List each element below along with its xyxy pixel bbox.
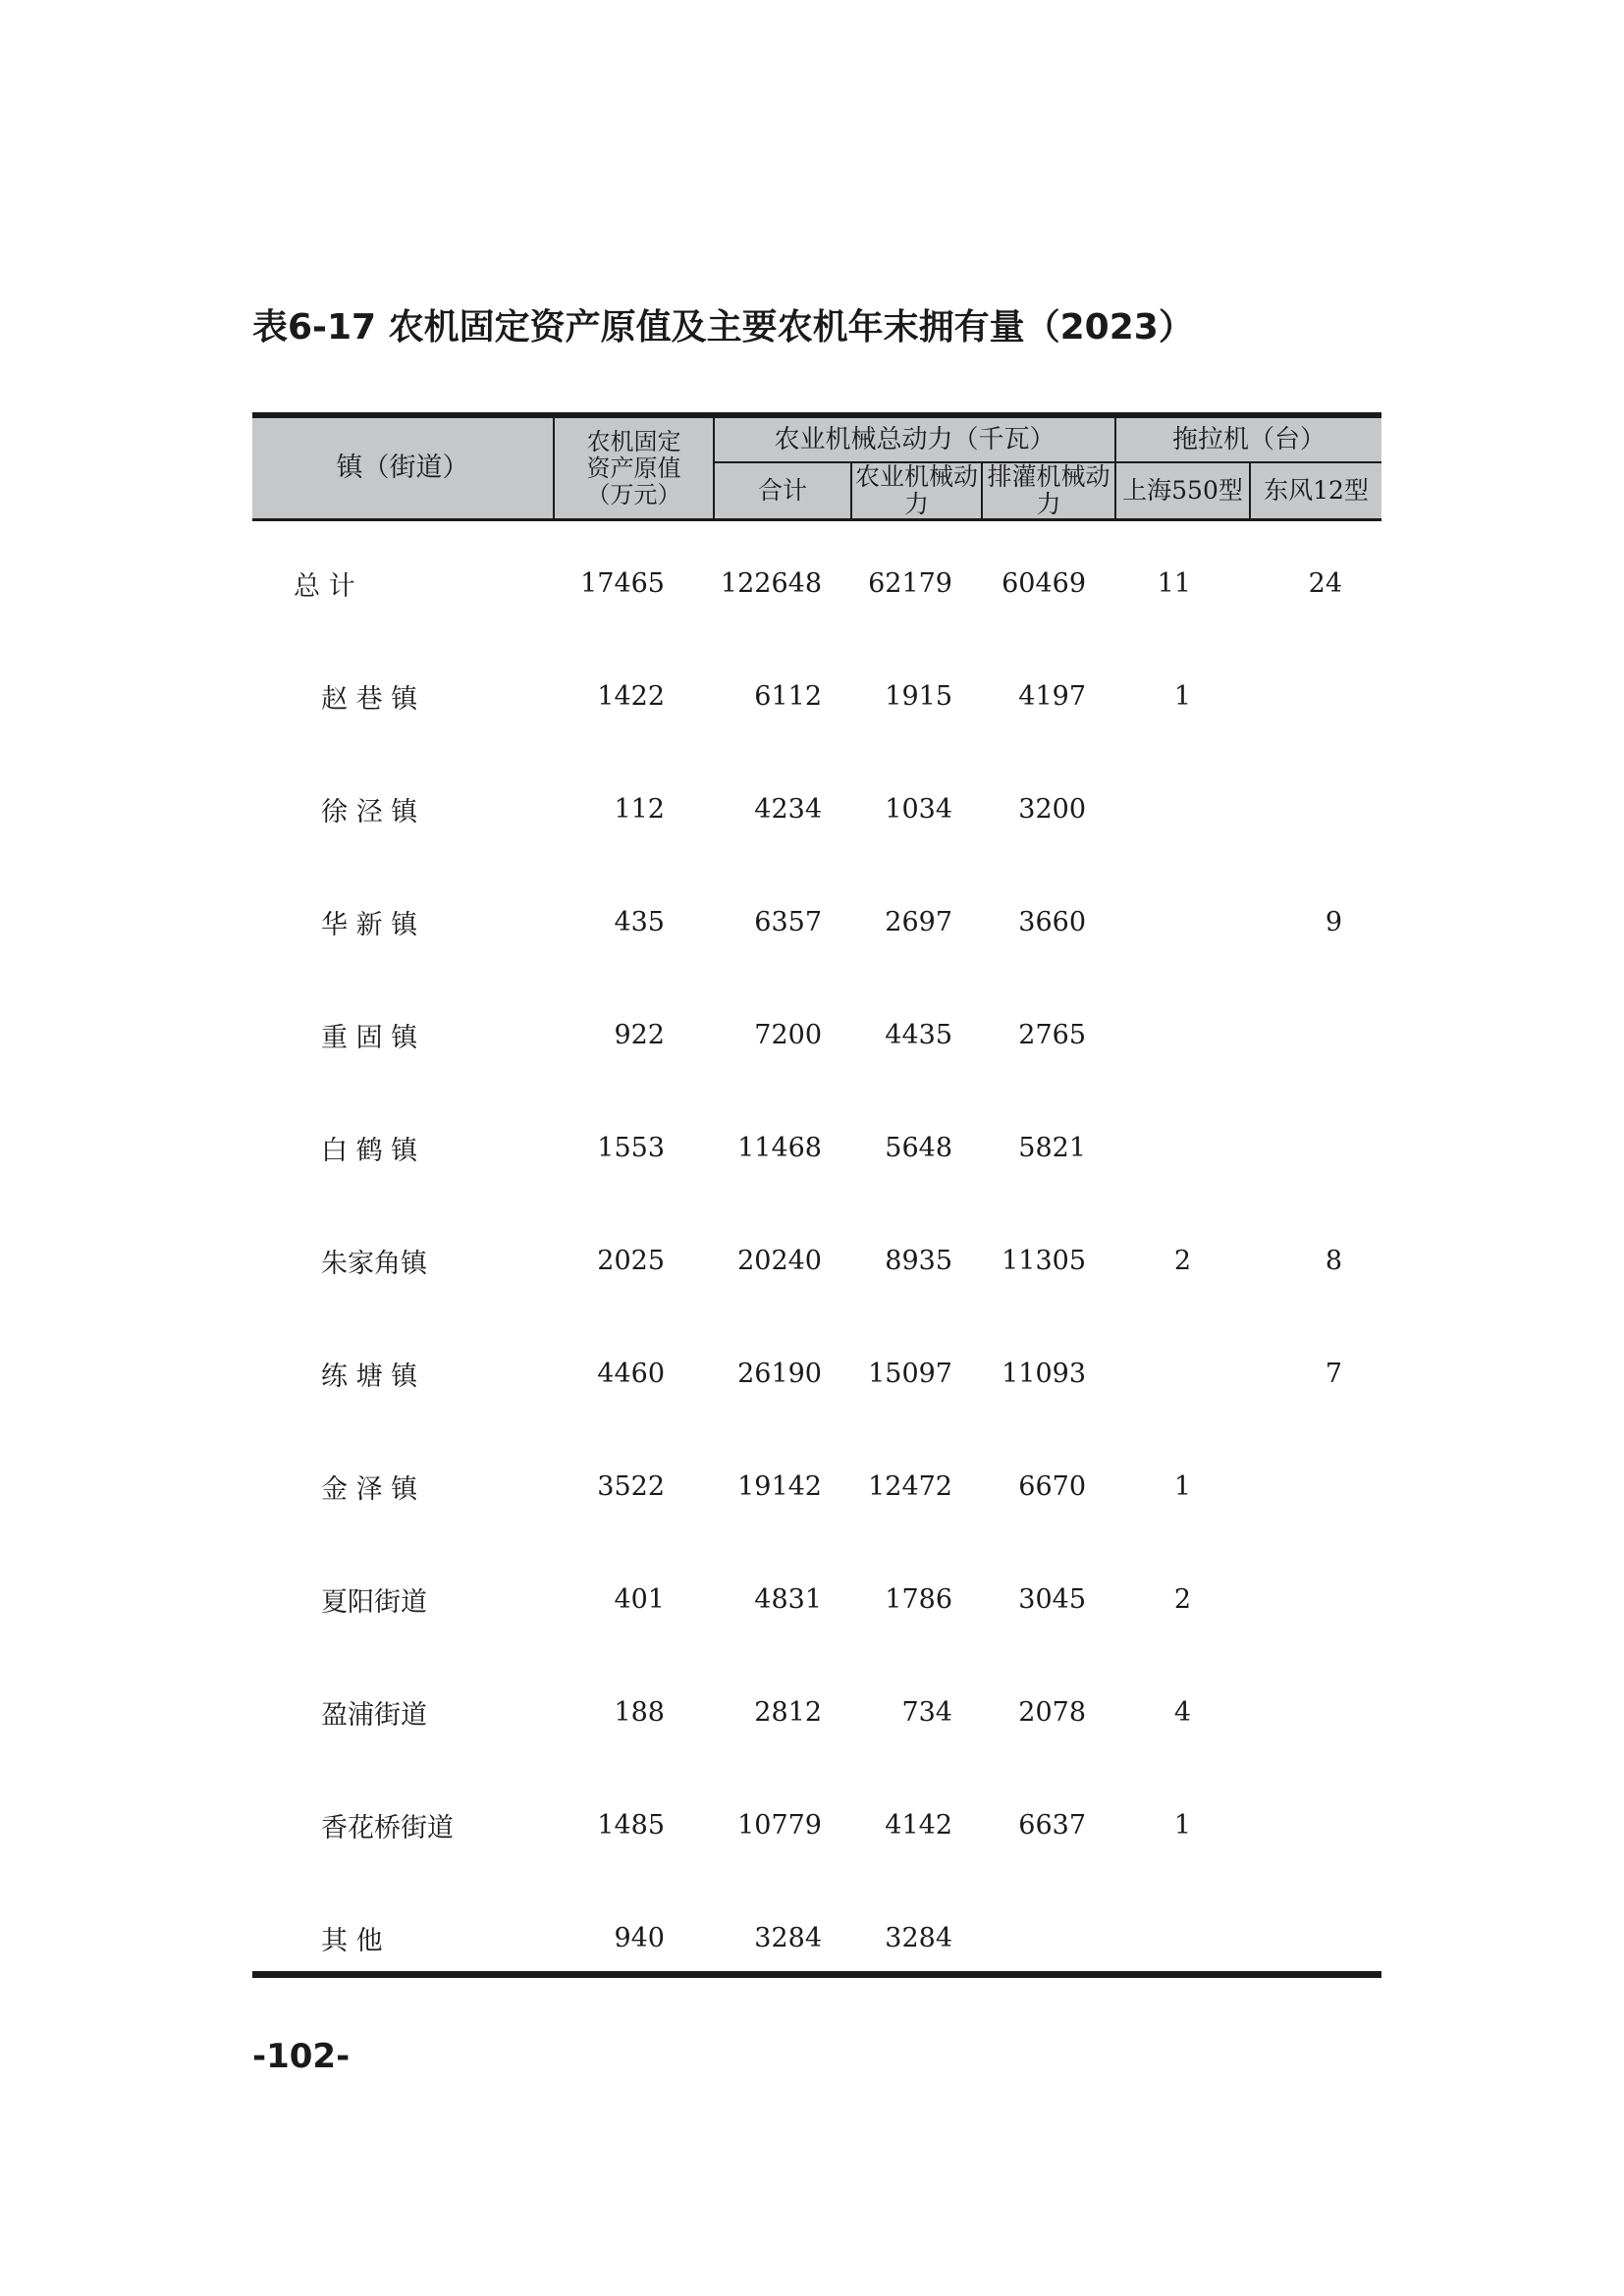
cell-asset: 1485 — [597, 1810, 665, 1841]
cell-asset: 922 — [614, 1020, 665, 1050]
cell-name: 朱家角镇 — [321, 1249, 427, 1279]
cell-df12: 9 — [1325, 907, 1343, 937]
page-number: -102- — [252, 2037, 351, 2076]
cell-sh550 — [1115, 1317, 1250, 1430]
cell-agri: 734 — [901, 1697, 952, 1728]
cell-agri: 2697 — [885, 907, 952, 937]
cell-df12: 7 — [1325, 1359, 1343, 1389]
table-row — [252, 753, 1381, 866]
page-title: 表6-17 农机固定资产原值及主要农机年末拥有量（2023） — [252, 307, 1194, 347]
cell-drain: 60469 — [1001, 568, 1087, 599]
cell-name: 夏阳街道 — [321, 1587, 427, 1618]
cell-drain: 11305 — [1001, 1246, 1087, 1276]
table-row — [252, 979, 1381, 1092]
header-asset-line1: 农机固定 — [586, 427, 681, 455]
cell-df12: 24 — [1308, 568, 1343, 599]
cell-total: 10779 — [737, 1810, 822, 1841]
cell-name: 香花桥街道 — [321, 1813, 454, 1843]
table-body — [252, 520, 1381, 1996]
cell-drain: 6637 — [1018, 1810, 1087, 1841]
cell-sh550: 4 — [1173, 1697, 1192, 1728]
cell-df12 — [1250, 1543, 1381, 1656]
cell-drain: 3200 — [1018, 794, 1087, 825]
cell-asset: 1553 — [597, 1133, 665, 1163]
cell-total: 122648 — [720, 568, 822, 599]
table-row — [252, 1317, 1381, 1430]
cell-sh550 — [1115, 866, 1250, 979]
cell-drain: 3045 — [1018, 1584, 1087, 1615]
header-power-group: 农业机械总动力（千瓦） — [714, 415, 1115, 462]
table-header — [252, 415, 1381, 520]
cell-drain: 11093 — [1001, 1359, 1087, 1389]
cell-agri: 4142 — [885, 1810, 952, 1841]
cell-name: 徐 泾 镇 — [321, 797, 418, 828]
cell-total: 11468 — [737, 1133, 822, 1163]
table-row — [252, 1092, 1381, 1204]
cell-sh550: 2 — [1173, 1246, 1192, 1276]
bottom-rule — [252, 1971, 1381, 1978]
cell-name: 华 新 镇 — [321, 910, 418, 940]
header-dongfeng12: 东风12型 — [1250, 462, 1381, 520]
cell-asset: 112 — [614, 794, 665, 825]
cell-asset: 4460 — [597, 1359, 665, 1389]
table-row — [252, 1656, 1381, 1769]
header-drainage-power: 排灌机械动力 — [982, 462, 1115, 520]
table-row — [252, 1204, 1381, 1317]
cell-drain: 3660 — [1018, 907, 1087, 937]
cell-agri: 15097 — [868, 1359, 952, 1389]
cell-name: 总 计 — [294, 571, 355, 602]
cell-total: 6112 — [754, 681, 822, 712]
cell-agri: 4435 — [885, 1020, 952, 1050]
cell-total: 2812 — [754, 1697, 822, 1728]
cell-sh550: 2 — [1173, 1584, 1192, 1615]
header-asset — [554, 415, 714, 520]
table-row — [252, 1769, 1381, 1882]
cell-sh550 — [1115, 753, 1250, 866]
header-asset-line3: （万元） — [586, 480, 681, 508]
cell-total: 7200 — [754, 1020, 822, 1050]
cell-agri: 1786 — [885, 1584, 952, 1615]
cell-name: 金 泽 镇 — [321, 1474, 418, 1505]
cell-asset: 1422 — [597, 681, 665, 712]
table-row — [252, 520, 1381, 641]
cell-agri: 8935 — [885, 1246, 952, 1276]
cell-asset: 2025 — [597, 1246, 665, 1276]
table-row — [252, 1430, 1381, 1543]
cell-name: 白 鹤 镇 — [321, 1136, 418, 1166]
cell-df12 — [1250, 1656, 1381, 1769]
cell-name: 练 塘 镇 — [321, 1362, 418, 1392]
cell-sh550: 1 — [1173, 1810, 1192, 1841]
cell-sh550: 1 — [1173, 681, 1192, 712]
cell-sh550 — [1115, 979, 1250, 1092]
cell-total: 4831 — [754, 1584, 822, 1615]
stats-table — [252, 412, 1381, 1995]
header-tractor-group: 拖拉机（台） — [1115, 415, 1381, 462]
cell-agri: 1915 — [885, 681, 952, 712]
cell-asset: 435 — [614, 907, 665, 937]
cell-sh550 — [1115, 1092, 1250, 1204]
cell-asset: 188 — [614, 1697, 665, 1728]
header-power-total: 合计 — [714, 462, 851, 520]
cell-df12 — [1250, 1092, 1381, 1204]
cell-total: 6357 — [754, 907, 822, 937]
cell-agri: 12472 — [868, 1471, 952, 1502]
header-shanghai550: 上海550型 — [1115, 462, 1250, 520]
cell-drain: 5821 — [1018, 1133, 1087, 1163]
cell-name: 重 固 镇 — [321, 1023, 418, 1053]
cell-asset: 3522 — [597, 1471, 665, 1502]
cell-drain: 4197 — [1018, 681, 1087, 712]
cell-total: 3284 — [754, 1923, 822, 1953]
cell-total: 19142 — [737, 1471, 822, 1502]
cell-sh550: 1 — [1173, 1471, 1192, 1502]
cell-name: 盈浦街道 — [321, 1700, 427, 1731]
cell-total: 4234 — [754, 794, 822, 825]
cell-df12 — [1250, 1430, 1381, 1543]
header-agri-power: 农业机械动力 — [851, 462, 982, 520]
cell-df12 — [1250, 640, 1381, 753]
cell-asset: 17465 — [580, 568, 665, 599]
table-row — [252, 866, 1381, 979]
cell-df12 — [1250, 753, 1381, 866]
cell-df12 — [1250, 979, 1381, 1092]
cell-agri: 5648 — [885, 1133, 952, 1163]
header-asset-line2: 资产原值 — [586, 454, 681, 482]
cell-name: 其 他 — [321, 1926, 383, 1956]
cell-total: 26190 — [737, 1359, 822, 1389]
cell-asset: 401 — [614, 1584, 665, 1615]
cell-name: 赵 巷 镇 — [321, 684, 418, 715]
cell-drain: 2078 — [1018, 1697, 1087, 1728]
cell-drain: 2765 — [1018, 1020, 1087, 1050]
cell-total: 20240 — [737, 1246, 822, 1276]
table-row — [252, 640, 1381, 753]
cell-sh550: 11 — [1157, 568, 1192, 599]
cell-df12: 8 — [1325, 1246, 1343, 1276]
cell-agri: 3284 — [885, 1923, 952, 1953]
cell-drain: 6670 — [1018, 1471, 1087, 1502]
cell-agri: 62179 — [868, 568, 952, 599]
stats-table-container — [252, 412, 1381, 1995]
header-town: 镇（街道） — [252, 415, 554, 520]
table-row — [252, 1543, 1381, 1656]
cell-asset: 940 — [614, 1923, 665, 1953]
cell-df12 — [1250, 1769, 1381, 1882]
cell-agri: 1034 — [885, 794, 952, 825]
